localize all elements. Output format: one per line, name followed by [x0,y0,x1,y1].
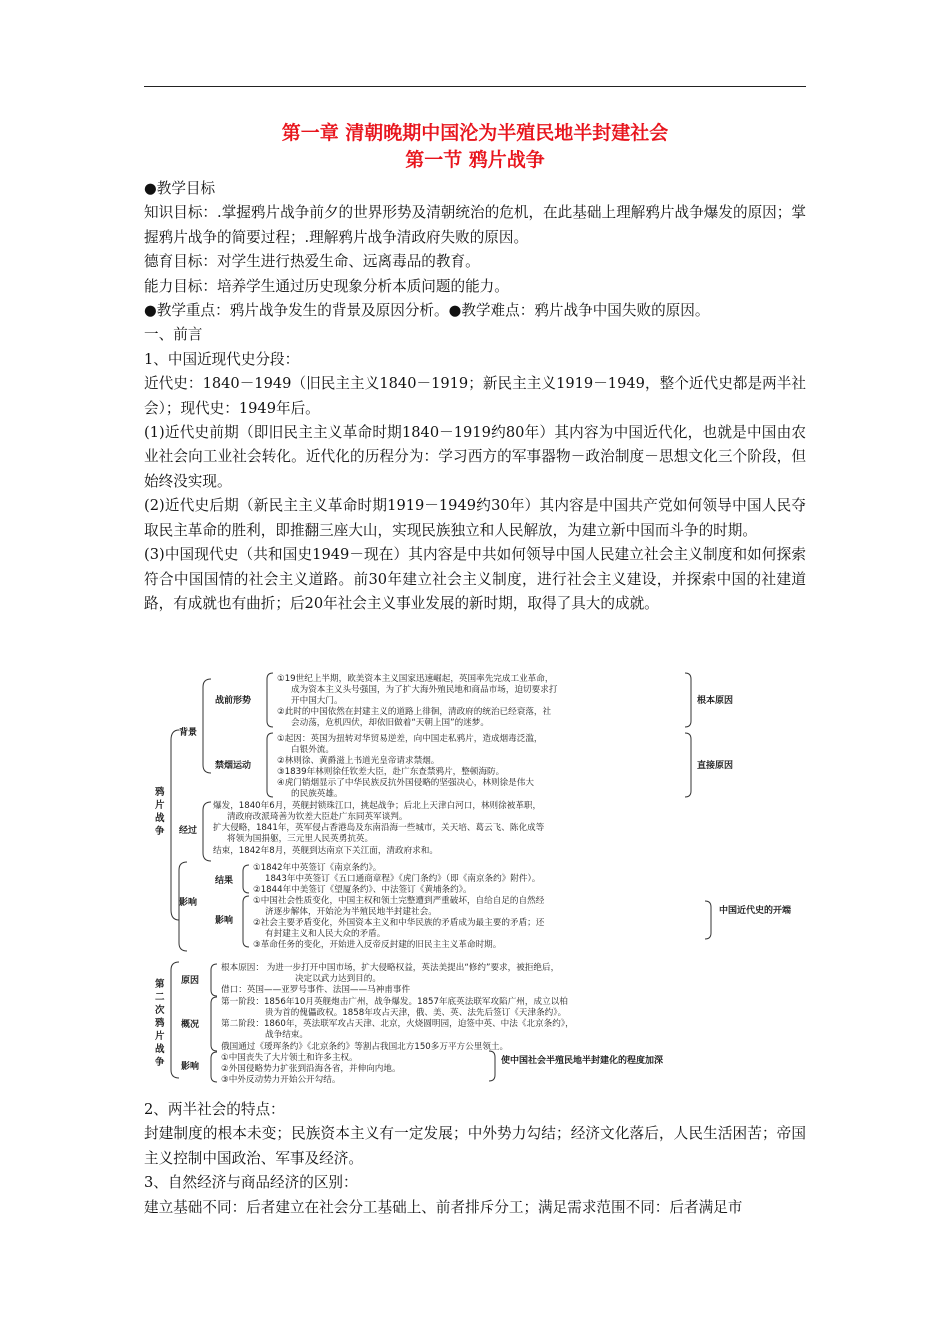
paragraph: (2)近代史后期（新民主主义革命时期1919－1949约30年）其内容是中国共产党如何领导中国人民夺取民主革命的胜利，即推翻三座大山，实现民族独立和人民解放，为建立新中国而斗争的时期。 [144,497,806,539]
jy-line: ④虎门销烟显示了中华民族反抗外国侵略的坚强决心，林则徐是伟大 [277,778,534,788]
paragraph: 德育目标：对学生进行热爱生命、远离毒品的教育。 [144,253,480,271]
node-zhanqian: 战前形势 [215,696,252,706]
jg-line: 将领为国捐躯，三元里人民英勇抗英。 [227,834,374,844]
yx-lines [253,894,545,950]
zq-line: 开中国大门。 [291,696,343,706]
paragraph: 封建制度的根本未变；民族资本主义有一定发展；中外势力勾结；经济文化落后，人民生活困苦；帝国主义控制中国政治、军事及经济。 [144,1125,806,1167]
jieguo-line: 1843年中英签订《五口通商章程》《虎门条约》（即《南京条约》附件）。 [265,874,541,884]
paragraph: 一、前言 [144,326,203,344]
second-war-label: 第二次鸦片战争 [155,979,165,1068]
gk-line: 战争结束。 [265,1030,308,1040]
paragraph: 能力目标：培养学生通过历史现象分析本质问题的能力。 [144,277,509,295]
yx3-line: ①中国丧失了大片领土和许多主权。 [221,1053,358,1063]
jy-line: 白银外流。 [291,745,334,755]
node-yingxiang2: 影响 [215,916,234,926]
zq-line: ①19世纪上半期，欧美资本主义国家迅速崛起，英国率先完成工业革命， [277,674,554,684]
paragraph: 建立基础不同：后者建立在社会分工基础上、前者排斥分工；满足需求范围不同：后者满足市 [144,1198,743,1216]
body-text-bottom [144,1098,806,1220]
zq-line: 会动荡，危机四伏，却依旧做着“天朝上国”的迷梦。 [291,718,489,728]
jy-line: ②林则徐、黄爵滋上书道光皇帝请求禁烟。 [277,756,440,766]
yx-line: ②社会主要矛盾变化，外国资本主义和中华民族的矛盾成为最主要的矛盾；还 [253,918,545,928]
note-kaiduan: 中国近代史的开端 [719,906,792,916]
jieguo-lines [253,861,540,895]
chapter-title: 第一章 清朝晚期中国沦为半殖民地半封建社会 [281,122,669,144]
jg-lines [213,799,545,856]
zq-lines [277,672,558,728]
yy-line: 决定以武力达到目的。 [295,974,381,984]
first-war-label: 鸦片战争 [155,787,165,837]
jy-line: 的民族英雄。 [291,789,343,799]
yx-line: 有封建主义和人民大众的矛盾。 [265,929,386,939]
paragraph: (1)近代史前期（即旧民主主义革命时期1840－1919约80年）其内容为中国近代化，也就是中国由农业社会向工业社会转化。近代化的历程分为：学习西方的军事器物－政治制度－思想文化三个阶段，但始终没实现。 [144,424,806,490]
jy-line: ③1839年林则徐任钦差大臣，赴广东查禁鸦片，整顿海防。 [277,767,505,777]
node-gaikuang: 概况 [181,1020,200,1030]
gk-line: 贵为首的傀儡政权。1858年攻占天津，俄、美、英、法先后签订《天津条约》。 [265,1008,567,1018]
yy-line: 借口：英国——亚罗号事件、法国——马神甫事件 [221,985,411,995]
node-yingxiang: 影响 [179,898,198,908]
node-yuanyin: 原因 [181,976,200,986]
gk-line: 第二阶段：1860年，英法联军攻占天津、北京，火烧圆明园，迫签中英、中法《北京条约》， [221,1019,574,1029]
title-block [144,120,806,174]
section-title: 第一节 鸦片战争 [405,149,545,171]
zq-line: ②此时的中国依然在封建主义的道路上徘徊，清政府的统治已经衰落，社 [277,707,552,717]
zq-line: 成为资本主义头号强国，为了扩大海外殖民地和商品市场，迫切要求打 [291,685,558,695]
jy-lines [277,732,543,799]
paragraph: 1、中国近现代史分段： [144,350,300,368]
yy-line: 根本原因： 为进一步打开中国市场，扩大侵略权益，英法美提出“修约”要求，被拒绝后， [221,963,560,973]
paragraph: ●教学重点：鸦片战争发生的背景及原因分析。●教学难点：鸦片战争中国失败的原因。 [144,302,710,320]
yx3-line: ③中外反动势力开始公开勾结。 [221,1075,341,1085]
jieguo-line: ①1842年中英签订《南京条约》。 [253,863,382,873]
node-jinyan: 禁烟运动 [215,761,252,771]
jg-line: 结束，1842年8月，英舰到达南京下关江面，清政府求和。 [213,846,438,856]
paragraph: 知识目标：.掌握鸦片战争前夕的世界形势及清朝统治的危机，在此基础上理解鸦片战争爆发的原因；掌握鸦片战争的简要过程；.理解鸦片战争清政府失败的原因。 [144,204,806,246]
note-zhijie: 直接原因 [697,761,734,771]
paragraph: 2、两半社会的特点： [144,1101,285,1118]
paragraph: 近代史：1840－1949（旧民主主义1840－1919；新民主主义1919－1949，整个近代史都是两半社会）；现代史：1949年后。 [144,375,806,417]
note-genben: 根本原因 [697,696,734,706]
yx3-line: ②外国侵略势力扩张到沿海各省，并伸向内地。 [221,1064,401,1074]
jieguo-line: ②1844年中美签订《望厦条约》、中法签订《黄埔条约》。 [253,885,472,895]
yx-line: ③革命任务的变化，开始进入反帝反封建的旧民主主义革命时期。 [253,940,502,950]
paragraph: (3)中国现代史（共和国史1949－现在）其内容是中共如何领导中国人民建立社会主义制度和如何探索符合中国国情的社会主义道路。前30年建立社会主义制度，进行社会主义建设，并探索中国的社建道路，有成就也有曲折；后20年社会主义事业发展的新时期，取得了具大的成就。 [144,546,806,612]
yx-line: 济逐步解体，开始沦为半殖民地半封建社会。 [265,907,437,917]
yy-lines [221,961,559,995]
paragraph: 3、自然经济与商品经济的区别： [144,1174,358,1192]
yx-line: ①中国社会性质变化，中国主权和领土完整遭到严重破坏，自给自足的自然经 [253,896,545,906]
note-jindu: 使中国社会半殖民地半封建化的程度加深 [501,1056,664,1066]
jg-line: 爆发，1840年6月，英舰封锁珠江口，挑起战争；后北上天津白河口，林则徐被革职， [213,801,542,811]
node-jingguo: 经过 [179,826,198,836]
opium-war-diagram [145,665,805,1085]
gk-lines [221,995,574,1052]
node-yingxiang3: 影响 [181,1062,200,1072]
gk-line: 俄国通过《瑷珲条约》《北京条约》等割占我国北方150多万平方公里领土。 [221,1042,509,1052]
node-beijing: 背景 [179,728,198,738]
paragraph: ●教学目标 [144,180,216,197]
header-rule [144,86,806,87]
body-text-top [144,177,806,616]
yx3-lines [221,1051,401,1085]
jy-line: ①起因：英国为扭转对华贸易逆差，向中国走私鸦片，造成烟毒泛滥， [277,734,543,744]
gk-line: 第一阶段：1856年10月英舰炮击广州，战争爆发。1857年底英法联军攻陷广州，成立以柏 [221,997,568,1007]
jg-line: 扩大侵略，1841年，英军侵占香港岛及东南沿海一些城市，关天培、葛云飞、陈化成等 [213,823,545,833]
jg-line: 清政府改派琦善为钦差大臣赴广东同英军谈判。 [227,812,408,822]
node-jieguo: 结果 [215,876,234,886]
